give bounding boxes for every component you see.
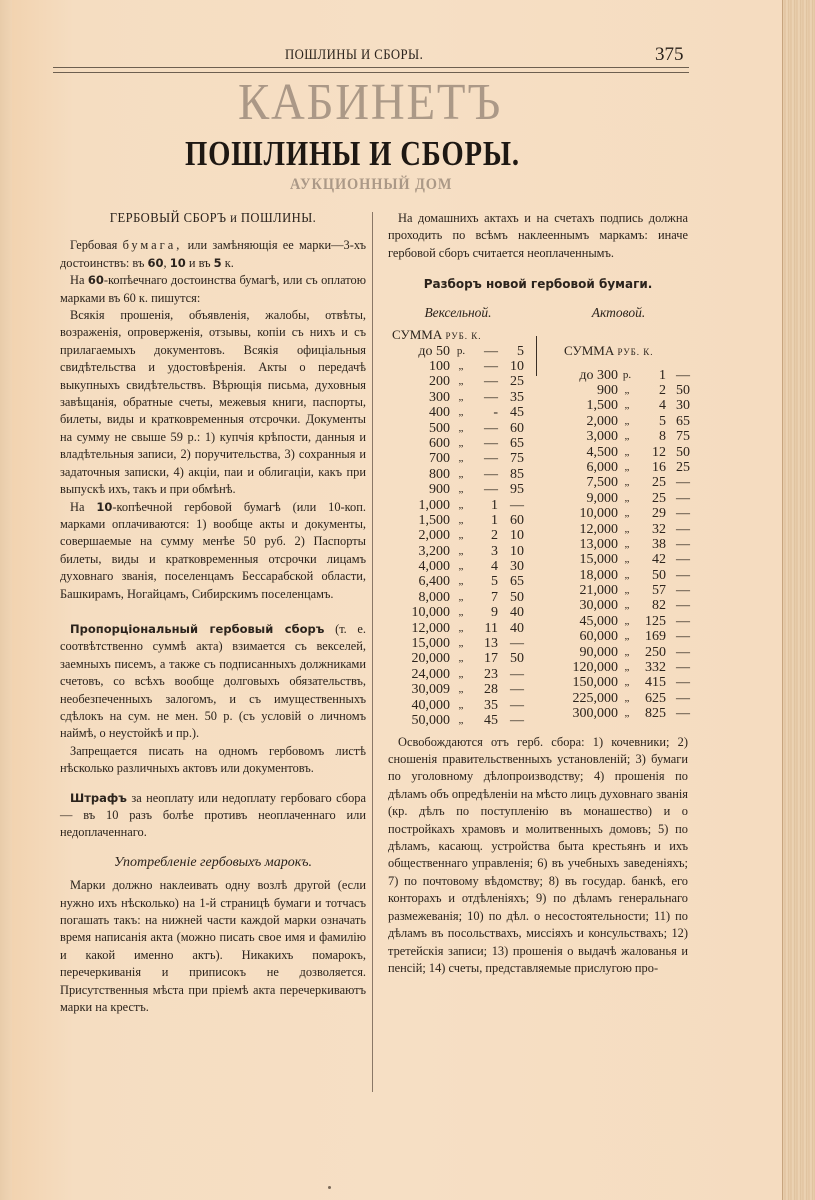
paragraph-stamp-usage: Марки должно наклеивать одну возлѣ другой (если нужно ихъ нѣсколько) на 1-й страницѣ бумаги и тотчасъ погашать такъ: на нижней части каждой марки означать время написанія акта (можно писать свое имя и фамилію и какой именно актъ). Никакихъ помарокъ, перечеркиванія и приписокъ не дозволяется. Присутственныя мѣста при пріемѣ акта перечеркиваютъ марки на крестъ. <box>60 878 366 1015</box>
paragraph-10-kopek <box>60 499 366 603</box>
cell-mark: „ <box>624 491 630 504</box>
cell-mark: „ <box>624 599 630 612</box>
cell-kop: — <box>510 682 524 698</box>
cell-sum: 10,000 <box>411 605 450 621</box>
cell-mark: „ <box>458 714 464 726</box>
table-row <box>546 598 691 613</box>
col-kop-header: К. <box>471 330 482 341</box>
cell-mark: „ <box>624 676 630 689</box>
paragraph-paper-denominations <box>60 237 366 272</box>
page-number: 375 <box>655 44 684 65</box>
table-row <box>388 344 528 359</box>
table-row <box>546 614 691 629</box>
cell-kop: — <box>676 583 690 599</box>
cell-kop: 25 <box>676 459 690 475</box>
cell-mark: „ <box>458 452 464 465</box>
cell-mark: „ <box>624 476 630 489</box>
subsection-heading: Употребленіе гербовыхъ марокъ. <box>113 854 313 870</box>
cell-kop: 50 <box>676 444 690 460</box>
cell-sum: 3,200 <box>418 543 450 559</box>
paragraph-prohibition: Запрещается писать на одномъ гербовомъ листѣ нѣсколько различныхъ актовъ или документовъ. <box>60 743 366 776</box>
cell-rub: — <box>484 482 498 498</box>
cell-rub: 5 <box>659 413 666 429</box>
table-row <box>546 537 691 552</box>
cell-mark: „ <box>458 498 464 511</box>
cell-rub: — <box>484 343 498 359</box>
cell-mark: „ <box>458 560 464 573</box>
cell-rub: 12 <box>652 444 666 460</box>
watermark-main: КАБИНЕТЪ <box>238 74 503 131</box>
cell-mark: „ <box>458 637 464 650</box>
cell-sum: 12,000 <box>579 521 618 537</box>
cell-kop: — <box>676 367 690 383</box>
cell-rub: 16 <box>652 459 666 475</box>
cell-mark: „ <box>458 575 464 588</box>
cell-sum: 900 <box>597 383 618 399</box>
cell-kop: — <box>676 506 690 522</box>
cell-kop: 50 <box>676 383 690 399</box>
cell-kop: — <box>510 697 524 713</box>
cell-kop: 40 <box>510 620 524 636</box>
paragraph-60-kopek <box>60 272 366 307</box>
cell-rub: 125 <box>645 613 666 629</box>
table-row <box>388 498 528 513</box>
text: (т. е. соотвѣтственно суммѣ акта) взимается съ векселей, заемныхъ писемъ, а также съ подписанныхъ должниками счетовъ, со всѣхъ вообще долговыхъ обязательствъ, необезпеченныхъ залогомъ, и съ имущественныхъ сдѣлокъ на сум. не мен. 50 р. (съ условій о личномъ наймѣ, о неустойкѣ и пр.). <box>60 621 366 741</box>
cell-kop: — <box>676 475 690 491</box>
cell-sum: 700 <box>429 451 450 467</box>
table-row <box>388 544 528 559</box>
section-heading: ГЕРБОВЫЙ СБОРЪ и ПОШЛИНЫ. <box>109 211 317 226</box>
cell-rub: 32 <box>652 521 666 537</box>
cell-sum: 8,000 <box>418 589 450 605</box>
cell-kop: — <box>676 660 690 676</box>
table-row <box>546 568 691 583</box>
table-row <box>546 706 691 721</box>
column-divider <box>372 212 373 1092</box>
cell-sum: 20,000 <box>411 651 450 667</box>
bold-number: 5 <box>213 255 222 270</box>
col-rub-header: РУБ. <box>617 346 641 357</box>
table-row <box>388 713 528 728</box>
cell-rub: 23 <box>484 666 498 682</box>
table-row <box>388 482 528 497</box>
cell-sum: 1,500 <box>586 398 618 414</box>
cell-kop: — <box>676 675 690 691</box>
table-title: Разборъ новой гербовой бумаги. <box>423 277 653 292</box>
cell-kop: 65 <box>510 435 524 451</box>
cell-sum: 30,009 <box>411 682 450 698</box>
cell-rub: 825 <box>645 706 666 722</box>
cell-kop: 10 <box>510 543 524 559</box>
cell-sum: 1,000 <box>418 497 450 513</box>
table-row <box>388 621 528 636</box>
table-row <box>546 368 691 383</box>
cell-rub: 5 <box>491 574 498 590</box>
cell-kop: — <box>676 690 690 706</box>
table-veksel-body <box>388 344 528 729</box>
cell-kop: — <box>676 706 690 722</box>
cell-sum: 13,000 <box>579 536 618 552</box>
cell-rub: 82 <box>652 598 666 614</box>
cell-sum: 18,000 <box>579 567 618 583</box>
table-akt-body <box>546 368 691 722</box>
paper-speck <box>328 1186 331 1189</box>
cell-sum: 30,000 <box>579 598 618 614</box>
cell-kop: 60 <box>510 420 524 436</box>
cell-mark: „ <box>458 375 464 388</box>
table-row <box>388 436 528 451</box>
table-row <box>546 552 691 567</box>
table-row <box>388 590 528 605</box>
cell-mark: „ <box>458 390 464 403</box>
cell-kop: — <box>676 567 690 583</box>
cell-sum: 50,000 <box>411 713 450 728</box>
bold-number: 60 <box>87 273 104 288</box>
cell-mark: „ <box>624 384 630 397</box>
text: , <box>163 255 167 270</box>
cell-mark: „ <box>624 507 630 520</box>
cell-kop: — <box>676 613 690 629</box>
cell-rub: 9 <box>491 605 498 621</box>
watermark-sub: АУКЦИОННЫЙ ДОМ <box>290 176 453 193</box>
cell-rub: 1 <box>491 512 498 528</box>
cell-sum: 4,000 <box>418 559 450 575</box>
table-row <box>388 451 528 466</box>
cell-rub: 25 <box>652 490 666 506</box>
table-row <box>388 421 528 436</box>
cell-sum: 9,000 <box>586 490 618 506</box>
table-row <box>546 675 691 690</box>
cell-mark: „ <box>624 430 630 443</box>
header-rule <box>53 67 689 73</box>
table-row <box>546 522 691 537</box>
text: -копѣечнаго достоинства бумагѣ, или съ оплатою марками въ 60 к. пишутся: <box>60 273 367 305</box>
cell-rub: 13 <box>484 636 498 652</box>
cell-mark: „ <box>624 584 630 597</box>
cell-mark: „ <box>458 606 464 619</box>
cell-kop: — <box>676 644 690 660</box>
cell-kop: 30 <box>676 398 690 414</box>
cell-rub: 250 <box>645 644 666 660</box>
cell-mark: „ <box>458 544 464 557</box>
cell-sum: 45,000 <box>579 613 618 629</box>
cell-rub: 50 <box>652 567 666 583</box>
table-row <box>546 475 691 490</box>
table-row <box>388 559 528 574</box>
text: к. <box>224 255 234 270</box>
page-edges-right <box>782 0 815 1200</box>
cell-rub: — <box>484 466 498 482</box>
bold-number: 60 <box>147 255 164 270</box>
table-row <box>546 506 691 521</box>
running-header-title: ПОШЛИНЫ И СБОРЫ. <box>285 47 424 63</box>
cell-sum: 900 <box>429 482 450 498</box>
table-akt <box>546 304 691 722</box>
cell-sum: 6,000 <box>586 459 618 475</box>
text: Гербовая <box>70 238 118 253</box>
table-row <box>388 390 528 405</box>
cell-mark: „ <box>458 667 464 680</box>
table-row <box>388 405 528 420</box>
cell-rub: - <box>493 405 498 421</box>
cell-sum: до 300 <box>579 367 618 383</box>
cell-rub: 29 <box>652 506 666 522</box>
cell-rub: — <box>484 389 498 405</box>
cell-sum: 1,500 <box>418 512 450 528</box>
cell-mark: „ <box>624 630 630 643</box>
cell-sum: 500 <box>429 420 450 436</box>
stamp-paper-tables <box>388 304 688 734</box>
cell-kop: — <box>510 666 524 682</box>
cell-mark: „ <box>624 661 630 674</box>
cell-rub: 8 <box>659 429 666 445</box>
cell-kop: 30 <box>510 559 524 575</box>
col-rub-header: РУБ. <box>445 330 469 341</box>
cell-sum: 6,400 <box>418 574 450 590</box>
table-row <box>546 429 691 444</box>
cell-rub: — <box>484 420 498 436</box>
table-row <box>388 467 528 482</box>
cell-rub: 4 <box>659 398 666 414</box>
cell-mark: „ <box>458 467 464 480</box>
cell-kop: 45 <box>510 405 524 421</box>
table-row <box>546 460 691 475</box>
table-row <box>546 414 691 429</box>
cell-rub: 4 <box>491 559 498 575</box>
cell-kop: — <box>510 636 524 652</box>
text: -копѣечной гербовой бумагѣ (или 10-коп. марками оплачиваются: 1) вообще акты и документы, совершаемые на сумму менѣе 50 руб. 2) Паспорты билеты, виды и кратковременныя отсрочки лицамъ духовнаго званія, поселенцамъ Бессарабской области, Башкирамъ, Ногайцамъ, Сибирскимъ поселенцамъ. <box>60 499 366 601</box>
cell-kop: — <box>510 497 524 513</box>
cell-rub: — <box>484 374 498 390</box>
cell-mark: „ <box>624 445 630 458</box>
cell-sum: 300 <box>429 389 450 405</box>
cell-kop: 75 <box>510 451 524 467</box>
cell-rub: 332 <box>645 660 666 676</box>
page-title: ПОШЛИНЫ И СБОРЫ. <box>185 134 520 173</box>
cell-mark: „ <box>458 698 464 711</box>
cell-kop: 10 <box>510 528 524 544</box>
cell-rub: 1 <box>659 367 666 383</box>
cell-mark: „ <box>624 399 630 412</box>
cell-kop: 40 <box>510 605 524 621</box>
cell-kop: 50 <box>510 589 524 605</box>
table-row <box>388 667 528 682</box>
cell-kop: — <box>676 629 690 645</box>
cell-mark: „ <box>458 483 464 496</box>
cell-mark: „ <box>458 529 464 542</box>
cell-sum: 120,000 <box>572 660 618 676</box>
col-kop-header: К. <box>643 346 654 357</box>
table-row <box>546 629 691 644</box>
cell-sum: 200 <box>429 374 450 390</box>
table-row <box>388 528 528 543</box>
cell-kop: 50 <box>510 651 524 667</box>
cell-mark: „ <box>458 590 464 603</box>
cell-mark: „ <box>624 707 630 720</box>
table-row <box>388 605 528 620</box>
table-row <box>388 636 528 651</box>
table-row <box>546 645 691 660</box>
cell-sum: 40,000 <box>411 697 450 713</box>
left-column <box>60 210 366 1016</box>
table-divider <box>536 336 537 376</box>
table-row <box>388 374 528 389</box>
cell-mark: „ <box>458 360 464 373</box>
cell-mark: „ <box>624 614 630 627</box>
table-veksel <box>388 304 528 729</box>
table-row <box>546 398 691 413</box>
cell-sum: 10,000 <box>579 506 618 522</box>
cell-sum: 4,500 <box>586 444 618 460</box>
table-veksel-header <box>388 326 528 344</box>
cell-sum: 600 <box>429 435 450 451</box>
cell-rub: 57 <box>652 583 666 599</box>
cell-sum: 60,000 <box>579 629 618 645</box>
cell-rub: 415 <box>645 675 666 691</box>
cell-sum: 15,000 <box>411 636 450 652</box>
cell-rub: 3 <box>491 543 498 559</box>
text: и въ <box>188 255 211 270</box>
cell-mark: „ <box>458 406 464 419</box>
table-row <box>546 691 691 706</box>
cell-sum: 400 <box>429 405 450 421</box>
cell-rub: 625 <box>645 690 666 706</box>
cell-mark: „ <box>624 537 630 550</box>
cell-sum: 90,000 <box>579 644 618 660</box>
text: или замѣняющія ее марки—3-хъ достоинствъ: въ <box>60 238 366 270</box>
cell-sum: 150,000 <box>572 675 618 691</box>
text: На <box>70 499 85 514</box>
cell-rub: — <box>484 359 498 375</box>
table-row <box>546 383 691 398</box>
cell-kop: 60 <box>510 512 524 528</box>
col-sum-header: СУММА <box>392 326 443 342</box>
paragraph-proportional-fee <box>60 621 366 743</box>
cell-mark: „ <box>458 621 464 634</box>
bold-term: Пропорціональный гербовый сборъ <box>70 621 325 636</box>
cell-sum: 225,000 <box>572 690 618 706</box>
cell-rub: 11 <box>484 620 498 636</box>
bold-number: 10 <box>96 499 113 514</box>
cell-rub: 17 <box>484 651 498 667</box>
cell-sum: 7,500 <box>586 475 618 491</box>
cell-mark: „ <box>624 414 630 427</box>
cell-sum: 2,000 <box>418 528 450 544</box>
cell-rub: 169 <box>645 629 666 645</box>
cell-kop: — <box>676 552 690 568</box>
bold-term: Штрафъ <box>70 790 127 805</box>
right-column <box>388 210 688 977</box>
cell-kop: 65 <box>676 413 690 429</box>
col-sum-header: СУММА <box>564 342 615 358</box>
cell-rub: 1 <box>491 497 498 513</box>
cell-sum: 12,000 <box>411 620 450 636</box>
table-row <box>388 682 528 697</box>
cell-sum: 2,000 <box>586 413 618 429</box>
cell-kop: 35 <box>510 389 524 405</box>
cell-kop: 95 <box>510 482 524 498</box>
cell-rub: 2 <box>659 383 666 399</box>
paragraph-penalty <box>60 790 366 842</box>
cell-sum: 300,000 <box>572 706 618 722</box>
cell-mark: р. <box>456 344 466 357</box>
cell-sum: 21,000 <box>579 583 618 599</box>
cell-mark: „ <box>458 683 464 696</box>
cell-rub: 25 <box>652 475 666 491</box>
table-row <box>546 445 691 460</box>
cell-kop: — <box>676 490 690 506</box>
cell-kop: 5 <box>517 343 524 359</box>
cell-mark: р. <box>622 368 632 381</box>
table-row <box>546 660 691 675</box>
cell-mark: „ <box>624 522 630 535</box>
text-spaced: бумага, <box>122 238 183 253</box>
table-row <box>388 513 528 528</box>
cell-rub: 38 <box>652 536 666 552</box>
cell-kop: 25 <box>510 374 524 390</box>
table-veksel-title: Вексельной. <box>424 304 492 320</box>
text: за неоплату или недоплату гербоваго сбора — въ 10 разъ болѣе противъ неоплаченнаго или недоплаченнаго. <box>60 790 366 840</box>
cell-kop: — <box>510 713 524 728</box>
cell-rub: 7 <box>491 589 498 605</box>
cell-kop: — <box>676 536 690 552</box>
cell-kop: 75 <box>676 429 690 445</box>
cell-mark: „ <box>624 691 630 704</box>
cell-sum: до 50 <box>418 343 450 359</box>
cell-rub: 2 <box>491 528 498 544</box>
cell-rub: 35 <box>484 697 498 713</box>
cell-kop: 65 <box>510 574 524 590</box>
cell-sum: 100 <box>429 359 450 375</box>
table-row <box>546 583 691 598</box>
cell-mark: „ <box>624 460 630 473</box>
paragraph-home-acts: На домашнихъ актахъ и на счетахъ подпись должна проходить по всѣмъ наклееннымъ маркамъ: иначе гербовой сборъ считается неоплаченнымъ. <box>388 211 688 260</box>
cell-sum: 3,000 <box>586 429 618 445</box>
cell-kop: — <box>676 598 690 614</box>
cell-sum: 24,000 <box>411 666 450 682</box>
cell-mark: „ <box>458 436 464 449</box>
table-row <box>388 698 528 713</box>
cell-rub: 45 <box>484 713 498 728</box>
cell-sum: 15,000 <box>579 552 618 568</box>
table-row <box>388 359 528 374</box>
cell-mark: „ <box>624 553 630 566</box>
cell-mark: „ <box>624 568 630 581</box>
paragraph-exemptions: Освобождаются отъ герб. сбора: 1) кочевники; 2) сношенія правительственныхъ установленій; 3) бумаги по уголовному дѣлопроизводству; 4) прошенія по дѣламъ объ опредѣленіи на мѣсто лицъ духовнаго званія (кр. дѣлъ по поступленію въ монашество) и о постройкахъ храмовъ и молитвенныхъ домовъ; 5) по дѣламъ, касающ. устройства быта крестьянъ и ихъ общественнаго управленія; 6) въ учебныхъ заведеніяхъ; 7) по почтовому вѣдомству; 8) въ государ. банкѣ, его конторахъ и отдѣленіяхъ; 9) по дѣламъ генеральнаго размежеванія; 10) по дѣл. о несостоятельности; 11) по дѣламъ въ посольствахъ, миссіяхъ и консульствахъ; 12) третейскія записи; 13) прошенія о выдачѣ жалованья и пенсій; 14) счеты, представляемые прислугою про- <box>388 734 688 975</box>
table-row <box>388 574 528 589</box>
cell-sum: 800 <box>429 466 450 482</box>
cell-rub: — <box>484 435 498 451</box>
table-akt-title: Актовой. <box>591 304 646 320</box>
bold-number: 10 <box>169 255 186 270</box>
cell-mark: „ <box>458 513 464 526</box>
cell-rub: 28 <box>484 682 498 698</box>
table-row <box>546 491 691 506</box>
table-row <box>388 651 528 666</box>
cell-kop: 85 <box>510 466 524 482</box>
cell-mark: „ <box>624 645 630 658</box>
cell-mark: „ <box>458 652 464 665</box>
cell-rub: 42 <box>652 552 666 568</box>
cell-kop: — <box>676 521 690 537</box>
table-akt-header <box>546 342 691 368</box>
paragraph-60-kopek-list: Всякія прошенія, объявленія, жалобы, отвѣты, возраженія, опроверженія, отзывы, копіи съ нихъ и съ прилагаемыхъ документовъ. Всякія офиціальныя свидѣтельства и удостовѣренія. Акты о передачѣ выкупныхъ свидѣтельствъ. Вѣрющія письма, духовныя завѣщанія, обратные счеты, межевыя книги, паспорты, билеты, виды и кратковременныя отсрочки. Документы на сумму не свыше 59 р.: 1) купчія крѣпости, данныя и владѣтельныя записи, 2) поручительства, 3) сохранныя и задаточныя записки, 4) акціи, паи и облигаціи, какъ при выпускѣ ихъ, такъ и при обмѣнѣ. <box>60 308 366 497</box>
cell-mark: „ <box>458 421 464 434</box>
cell-kop: 10 <box>510 359 524 375</box>
cell-rub: — <box>484 451 498 467</box>
text: На <box>70 273 85 288</box>
